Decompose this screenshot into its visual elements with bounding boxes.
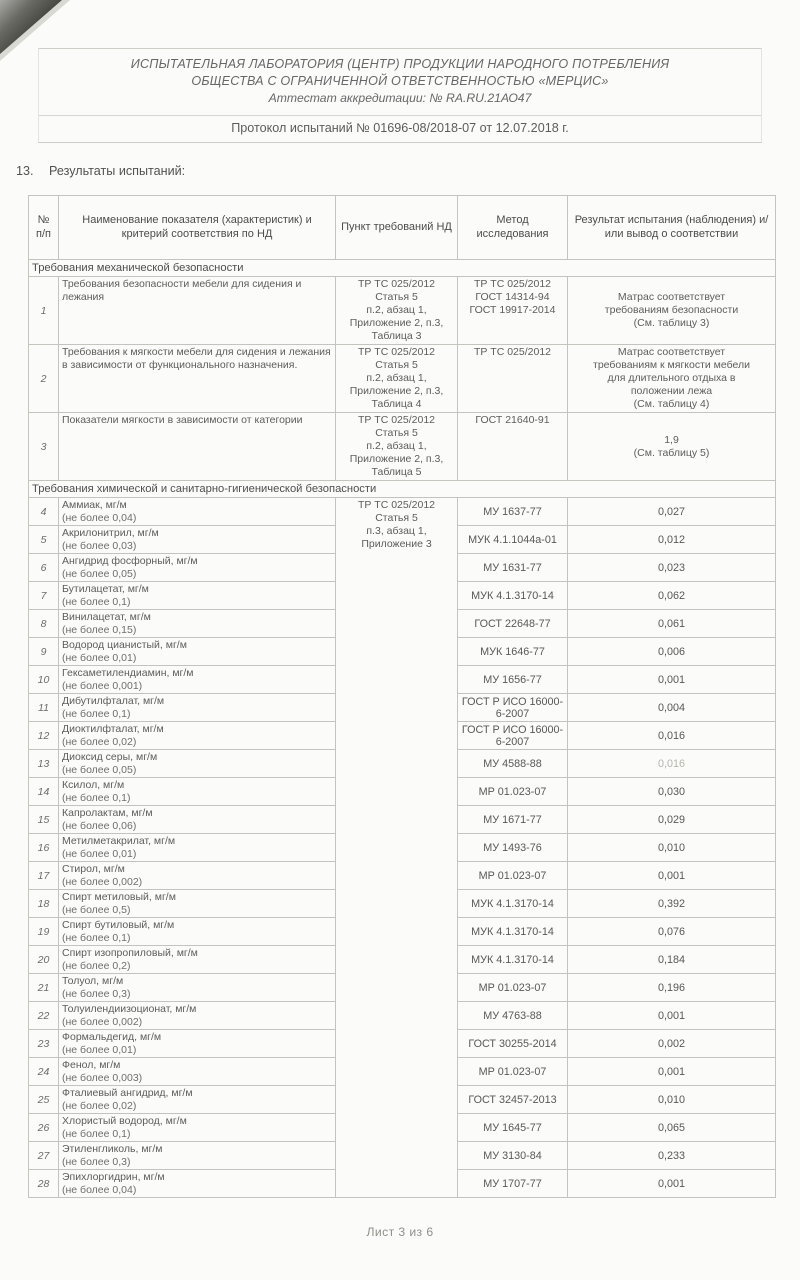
test-result: 0,006	[568, 638, 776, 666]
cell-line: требованиям к мягкости мебели	[593, 359, 750, 371]
row-number: 24	[29, 1058, 59, 1086]
requirement-clause	[336, 498, 458, 1198]
indicator-name	[59, 526, 336, 554]
row-number: 8	[29, 610, 59, 638]
indicator-title: Диоксид серы, мг/м	[62, 751, 158, 763]
cell-line: ТР ТС 025/2012	[473, 278, 552, 290]
test-method: МУК 4.1.3170-14	[458, 890, 568, 918]
row-number: 16	[29, 834, 59, 862]
test-method: МУ 1631-77	[458, 554, 568, 582]
indicator-title: Хлористый водород, мг/м	[62, 1115, 187, 1127]
indicator-name	[59, 974, 336, 1002]
indicator-name	[59, 862, 336, 890]
section-heading	[16, 164, 800, 178]
cell-line: п.2, абзац 1,	[366, 304, 427, 316]
cell-line: Статья 5	[375, 359, 418, 371]
cell-line: п.2, абзац 1,	[366, 372, 427, 384]
test-result: 0,001	[568, 1058, 776, 1086]
row-number: 26	[29, 1114, 59, 1142]
test-method: МР 01.023-07	[458, 1058, 568, 1086]
cell-line: Матрас соответствует	[617, 346, 726, 358]
accreditation-line: Аттестат аккредитации: № RA.RU.21АО47	[268, 91, 532, 105]
indicator-limit: (не более 0,06)	[62, 819, 137, 832]
row-number: 18	[29, 890, 59, 918]
indicator-name	[59, 1086, 336, 1114]
cell-line: Приложение 2, п.3,	[349, 453, 444, 465]
indicator-limit: (не более 0,05)	[62, 763, 137, 776]
indicator-limit: (не более 0,002)	[62, 1015, 143, 1028]
laboratory-title-block	[39, 49, 761, 116]
indicator-title: Спирт изопропиловый, мг/м	[62, 947, 198, 959]
test-result: 0,001	[568, 862, 776, 890]
requirement-clause	[336, 345, 458, 413]
requirement-clause	[336, 413, 458, 481]
indicator-limit: (не более 0,5)	[62, 903, 131, 916]
indicator-name	[59, 1142, 336, 1170]
indicator-name	[59, 610, 336, 638]
cell-line: (См. таблицу 5)	[633, 446, 710, 459]
test-result: 0,027	[568, 498, 776, 526]
indicator-limit: (не более 0,02)	[62, 1099, 137, 1112]
row-number: 2	[29, 345, 59, 413]
indicator-limit: (не более 0,2)	[62, 959, 131, 972]
test-method: МР 01.023-07	[458, 778, 568, 806]
indicator-limit: (не более 0,003)	[62, 1071, 143, 1084]
table-row	[29, 345, 776, 413]
row-number: 23	[29, 1030, 59, 1058]
indicator-title: Бутилацетат, мг/м	[62, 583, 149, 595]
test-result: 0,062	[568, 582, 776, 610]
row-number: 20	[29, 946, 59, 974]
cell-line: Таблица 3	[371, 330, 422, 342]
cell-line: 1,9	[664, 433, 679, 446]
cell-line: Статья 5	[375, 291, 418, 303]
test-result: 0,076	[568, 918, 776, 946]
indicator-title: Фталиевый ангидрид, мг/м	[62, 1087, 193, 1099]
cell-line: п.3, абзац 1,	[366, 525, 427, 537]
test-result: 0,001	[568, 1170, 776, 1198]
indicator-title: Толуол, мг/м	[62, 975, 124, 987]
test-method: МУ 1707-77	[458, 1170, 568, 1198]
cell-line: требованиям безопасности	[604, 304, 739, 316]
row-number: 21	[29, 974, 59, 1002]
results-table	[28, 195, 776, 1198]
indicator-title: Гексаметилендиамин, мг/м	[62, 667, 194, 679]
indicator-limit: (не более 0,15)	[62, 623, 137, 636]
section-label: Требования химической и санитарно-гигиенической безопасности	[29, 481, 776, 498]
row-number: 1	[29, 277, 59, 345]
indicator-limit: (не более 0,01)	[62, 651, 137, 664]
test-result: 0,196	[568, 974, 776, 1002]
cell-line: Таблица 5	[371, 466, 422, 478]
row-number: 3	[29, 413, 59, 481]
test-method	[458, 277, 568, 345]
test-method: МУ 1656-77	[458, 666, 568, 694]
indicator-limit: (не более 0,03)	[62, 539, 137, 552]
test-result: 0,010	[568, 1086, 776, 1114]
test-result: 0,016	[568, 722, 776, 750]
indicator-limit: (не более 0,1)	[62, 595, 131, 608]
indicator-limit: (не более 0,3)	[62, 987, 131, 1000]
indicator-limit: (не более 0,05)	[62, 567, 137, 580]
indicator-limit: (не более 0,3)	[62, 1155, 131, 1168]
indicator-name	[59, 890, 336, 918]
indicator-name	[59, 750, 336, 778]
row-number: 6	[29, 554, 59, 582]
test-result: 0,029	[568, 806, 776, 834]
indicator-limit: (не более 0,04)	[62, 1183, 137, 1196]
row-number: 11	[29, 694, 59, 722]
indicator-limit: (не более 0,02)	[62, 735, 137, 748]
indicator-name: Требования к мягкости мебели для сидения и лежания в зависимости от функционального назначения.	[59, 345, 336, 413]
cell-line: п.2, абзац 1,	[366, 440, 427, 452]
test-result: 0,065	[568, 1114, 776, 1142]
test-result: 0,010	[568, 834, 776, 862]
indicator-limit: (не более 0,1)	[62, 707, 131, 720]
test-result	[568, 345, 776, 413]
cell-line: ТР ТС 025/2012	[357, 346, 436, 358]
row-number: 22	[29, 1002, 59, 1030]
indicator-title: Ангидрид фосфорный, мг/м	[62, 555, 198, 567]
indicator-title: Спирт бутиловый, мг/м	[62, 919, 175, 931]
indicator-title: Метилметакрилат, мг/м	[62, 835, 176, 847]
test-method: МУК 4.1.3170-14	[458, 918, 568, 946]
test-result: 0,016	[568, 750, 776, 778]
indicator-name	[59, 1058, 336, 1086]
indicator-limit: (не более 0,01)	[62, 1043, 137, 1056]
row-number: 7	[29, 582, 59, 610]
indicator-name: Показатели мягкости в зависимости от категории	[59, 413, 336, 481]
test-method: ГОСТ 22648-77	[458, 610, 568, 638]
row-number: 17	[29, 862, 59, 890]
test-method: ГОСТ 30255-2014	[458, 1030, 568, 1058]
indicator-name	[59, 554, 336, 582]
test-method: МУ 1645-77	[458, 1114, 568, 1142]
column-header: Наименование показателя (характеристик) и критерий соответствия по НД	[59, 196, 336, 260]
indicator-title: Формальдегид, мг/м	[62, 1031, 162, 1043]
indicator-name	[59, 1030, 336, 1058]
row-number: 4	[29, 498, 59, 526]
cell-line: ТР ТС 025/2012	[357, 499, 436, 511]
test-method: МУК 4.1.1044а-01	[458, 526, 568, 554]
table-row	[29, 277, 776, 345]
page-number-footer: Лист 3 из 6	[366, 1225, 434, 1239]
cell-line: Приложение 2, п.3,	[349, 385, 444, 397]
test-result: 0,001	[568, 666, 776, 694]
test-result	[568, 413, 776, 481]
cell-line: для длительного отдыха в	[607, 372, 736, 384]
indicator-name	[59, 694, 336, 722]
section-row	[29, 260, 776, 277]
row-number: 5	[29, 526, 59, 554]
test-result: 0,233	[568, 1142, 776, 1170]
test-method: МУ 1671-77	[458, 806, 568, 834]
indicator-limit: (не более 0,04)	[62, 511, 137, 524]
cell-line: ГОСТ 19917-2014	[469, 304, 556, 316]
results-table-header	[29, 196, 776, 260]
test-result: 0,184	[568, 946, 776, 974]
test-result: 0,004	[568, 694, 776, 722]
indicator-title: Диоктилфталат, мг/м	[62, 723, 164, 735]
indicator-name	[59, 834, 336, 862]
indicator-name	[59, 638, 336, 666]
laboratory-name-line2: ОБЩЕСТВА С ОГРАНИЧЕННОЙ ОТВЕТСТВЕННОСТЬЮ «МЕРЦИС»	[191, 74, 609, 88]
test-method	[458, 413, 568, 481]
indicator-title: Фенол, мг/м	[62, 1059, 121, 1071]
section-title: Результаты испытаний:	[49, 164, 186, 178]
laboratory-name-line1: ИСПЫТАТЕЛЬНАЯ ЛАБОРАТОРИЯ (ЦЕНТР) ПРОДУКЦИИ НАРОДНОГО ПОТРЕБЛЕНИЯ	[130, 57, 670, 71]
indicator-name	[59, 778, 336, 806]
test-method: МУК 1646-77	[458, 638, 568, 666]
cell-line: Статья 5	[375, 512, 418, 524]
test-result: 0,023	[568, 554, 776, 582]
row-number: 9	[29, 638, 59, 666]
indicator-limit: (не более 0,001)	[62, 679, 143, 692]
indicator-name	[59, 946, 336, 974]
cell-line: положении лежа	[630, 385, 713, 397]
test-method	[458, 345, 568, 413]
cell-line: Матрас соответствует	[617, 291, 726, 303]
test-method: ГОСТ 32457-2013	[458, 1086, 568, 1114]
section-number: 13.	[16, 164, 34, 178]
test-method: МУ 3130-84	[458, 1142, 568, 1170]
test-method: МР 01.023-07	[458, 974, 568, 1002]
indicator-title: Водород цианистый, мг/м	[62, 639, 187, 651]
row-number: 28	[29, 1170, 59, 1198]
indicator-name	[59, 666, 336, 694]
indicator-name: Требования безопасности мебели для сидения и лежания	[59, 277, 336, 345]
column-header: Метод исследования	[458, 196, 568, 260]
indicator-name	[59, 498, 336, 526]
indicator-limit: (не более 0,01)	[62, 847, 137, 860]
cell-line: (См. таблицу 4)	[633, 398, 710, 410]
indicator-name	[59, 1002, 336, 1030]
cell-line: Приложение 3	[361, 538, 432, 550]
cell-line: ГОСТ 14314-94	[475, 291, 550, 303]
cell-line: Приложение 2, п.3,	[349, 317, 444, 329]
indicator-title: Эпихлоргидрин, мг/м	[62, 1171, 165, 1183]
indicator-name	[59, 582, 336, 610]
indicator-title: Капролактам, мг/м	[62, 807, 153, 819]
indicator-title: Дибутилфталат, мг/м	[62, 695, 165, 707]
row-number: 10	[29, 666, 59, 694]
test-method: МУ 4763-88	[458, 1002, 568, 1030]
test-result: 0,392	[568, 890, 776, 918]
test-result: 0,030	[568, 778, 776, 806]
indicator-title: Винилацетат, мг/м	[62, 611, 151, 623]
indicator-limit: (не более 0,002)	[62, 875, 143, 888]
table-row	[29, 498, 776, 526]
indicator-title: Спирт метиловый, мг/м	[62, 891, 176, 903]
test-method: МУК 4.1.3170-14	[458, 582, 568, 610]
document-header	[38, 48, 762, 143]
indicator-name	[59, 806, 336, 834]
row-number: 27	[29, 1142, 59, 1170]
test-result: 0,012	[568, 526, 776, 554]
test-result: 0,001	[568, 1002, 776, 1030]
row-number: 13	[29, 750, 59, 778]
row-number: 25	[29, 1086, 59, 1114]
test-method: МУ 1493-76	[458, 834, 568, 862]
indicator-title: Аммиак, мг/м	[62, 499, 127, 511]
test-result: 0,061	[568, 610, 776, 638]
results-table-body	[29, 260, 776, 1198]
requirement-clause	[336, 277, 458, 345]
test-method: МР 01.023-07	[458, 862, 568, 890]
indicator-limit: (не более 0,1)	[62, 791, 131, 804]
test-method: МУ 1637-77	[458, 498, 568, 526]
indicator-name	[59, 1114, 336, 1142]
cell-line: ТР ТС 025/2012	[473, 346, 552, 358]
test-method: ГОСТ Р ИСО 16000-6-2007	[458, 694, 568, 722]
row-number: 15	[29, 806, 59, 834]
row-number: 14	[29, 778, 59, 806]
test-result	[568, 277, 776, 345]
section-label: Требования механической безопасности	[29, 260, 776, 277]
cell-line: Таблица 4	[371, 398, 422, 410]
cell-line: (См. таблицу 3)	[633, 317, 710, 329]
indicator-limit: (не более 0,1)	[62, 1127, 131, 1140]
cell-line: ГОСТ 21640-91	[475, 414, 550, 426]
indicator-title: Этиленгликоль, мг/м	[62, 1143, 163, 1155]
column-header: Пункт требований НД	[336, 196, 458, 260]
indicator-name	[59, 722, 336, 750]
test-method: МУК 4.1.3170-14	[458, 946, 568, 974]
indicator-name	[59, 1170, 336, 1198]
indicator-limit: (не более 0,1)	[62, 931, 131, 944]
cell-line: Статья 5	[375, 427, 418, 439]
table-row	[29, 413, 776, 481]
test-method: МУ 4588-88	[458, 750, 568, 778]
column-header: Результат испытания (наблюдения) и/или вывод о соответствии	[568, 196, 776, 260]
column-header: № п/п	[29, 196, 59, 260]
section-row	[29, 481, 776, 498]
row-number: 12	[29, 722, 59, 750]
test-result: 0,002	[568, 1030, 776, 1058]
indicator-title: Акрилонитрил, мг/м	[62, 527, 159, 539]
cell-line: ТР ТС 025/2012	[357, 278, 436, 290]
indicator-title: Ксилол, мг/м	[62, 779, 125, 791]
indicator-title: Толуилендиизоционат, мг/м	[62, 1003, 197, 1015]
indicator-title: Стирол, мг/м	[62, 863, 125, 875]
indicator-name	[59, 918, 336, 946]
protocol-number-line: Протокол испытаний № 01696-08/2018-07 от 12.07.2018 г.	[231, 121, 569, 135]
row-number: 19	[29, 918, 59, 946]
test-method: ГОСТ Р ИСО 16000-6-2007	[458, 722, 568, 750]
cell-line: ТР ТС 025/2012	[357, 414, 436, 426]
